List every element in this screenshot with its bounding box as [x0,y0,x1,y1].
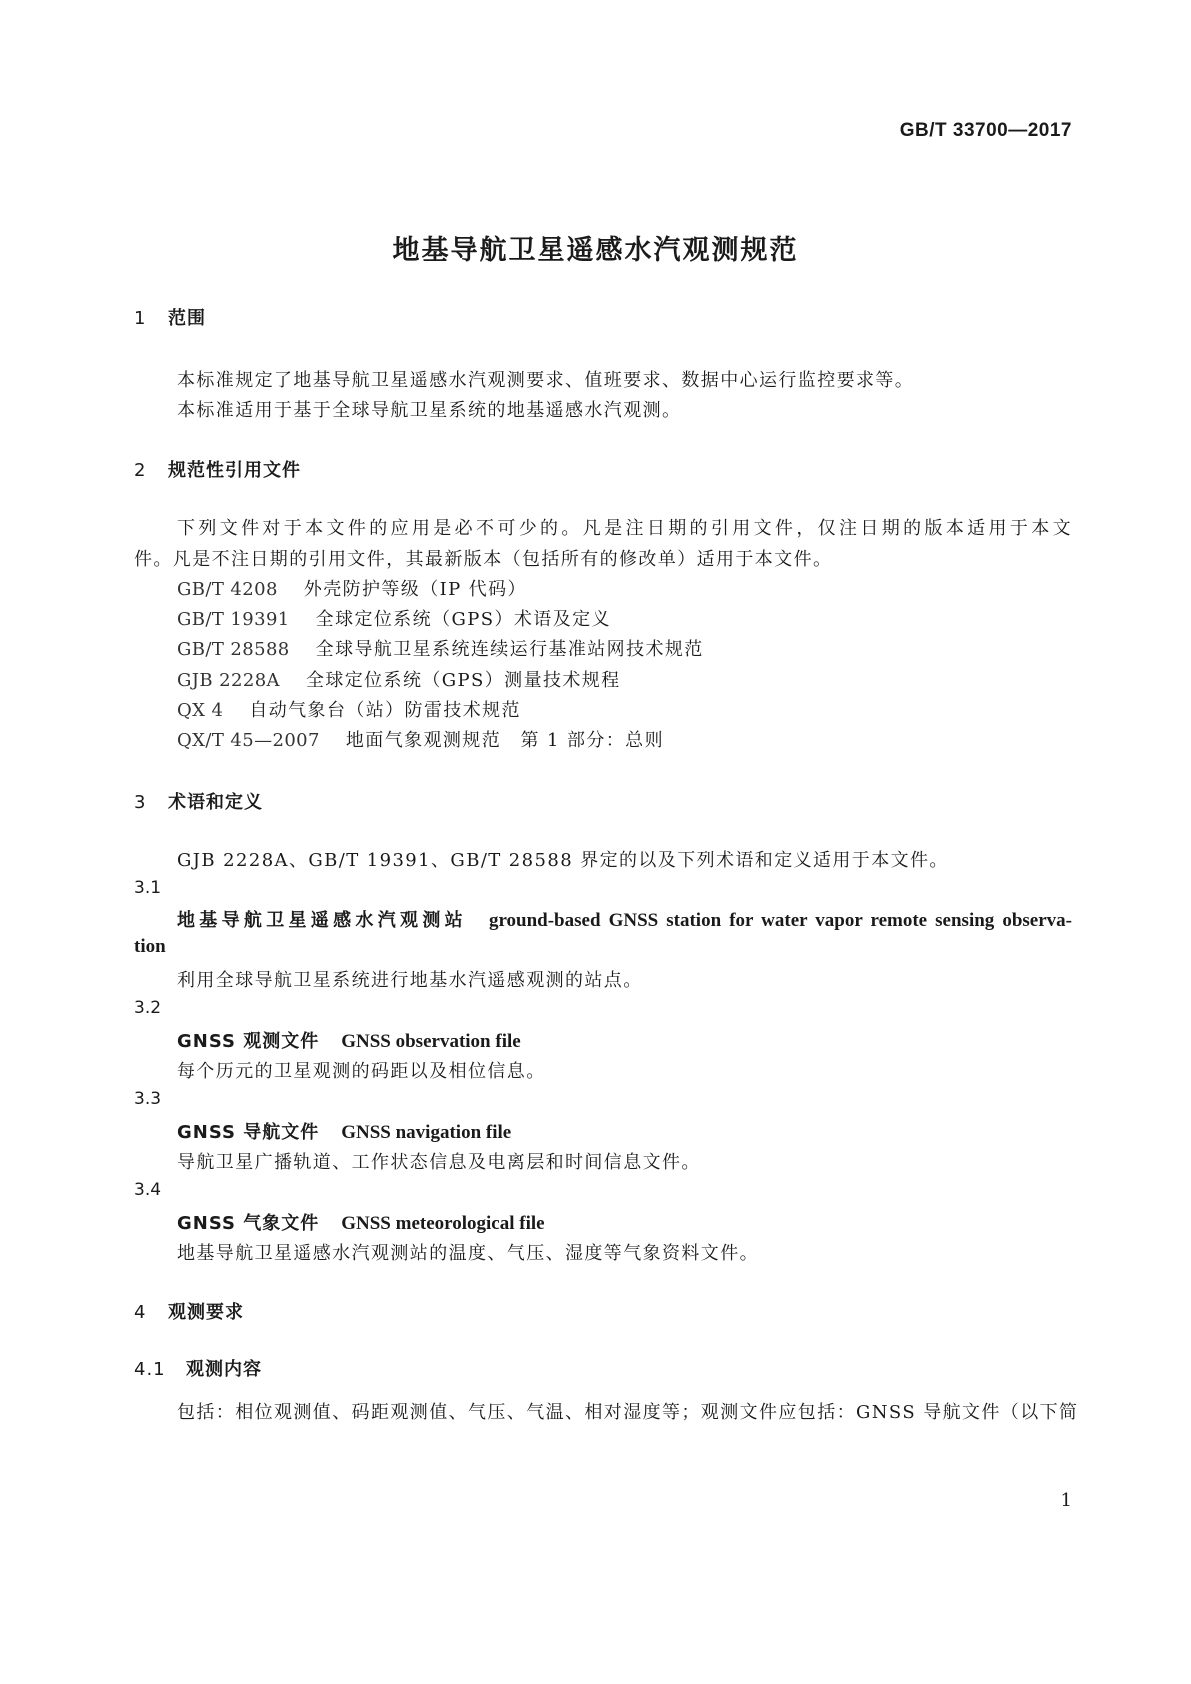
page-number: 1 [1060,1490,1072,1511]
reference-code: GB/T 19391 [177,609,290,630]
section-4-1-heading [134,1355,262,1381]
section-4-1-paragraph: 包括：相位观测值、码距观测值、气压、气温、相对湿度等；观测文件应包括：GNSS 导航文件（以下简 [177,1402,1079,1423]
term-heading [177,1209,545,1235]
term-english: GNSS observation file [341,1031,521,1052]
term-heading [177,906,1072,932]
term-english-continued: tion [134,936,166,957]
standard-code: GB/T 33700—2017 [899,120,1072,141]
normative-reference [177,666,621,692]
section-title: 术语和定义 [168,792,263,813]
term-chinese: GNSS 气象文件 [177,1213,320,1234]
section-number: 4 [134,1302,147,1323]
subsection-title: 观测内容 [186,1359,262,1380]
term-chinese: GNSS 导航文件 [177,1122,320,1143]
normative-reference [177,696,521,722]
term-definition: 每个历元的卫星观测的码距以及相位信息。 [177,1061,546,1082]
term-english: GNSS navigation file [341,1122,512,1143]
section-3-heading [134,788,263,814]
subsection-number: 4.1 [134,1359,166,1380]
term-number: 3.3 [134,1089,162,1109]
document-title: 地基导航卫星遥感水汽观测规范 [392,235,799,266]
section-3-intro: GJB 2228A、GB/T 19391、GB/T 28588 界定的以及下列术语和定义适用于本文件。 [177,850,949,871]
reference-title: 全球定位系统（GPS）测量技术规程 [305,670,621,691]
term-number: 3.2 [134,998,162,1018]
section-number: 3 [134,792,147,813]
term-english: GNSS meteorological file [341,1213,545,1234]
section-1-paragraph-1: 本标准规定了地基导航卫星遥感水汽观测要求、值班要求、数据中心运行监控要求等。 [177,370,915,391]
section-4-heading [134,1298,244,1324]
reference-title: 全球导航卫星系统连续运行基准站网技术规范 [315,639,704,660]
section-2-intro-line-1: 下列文件对于本文件的应用是必不可少的。凡是注日期的引用文件，仅注日期的版本适用于本文 [177,518,1072,539]
term-english: ground-based GNSS station for water vapor remote sensing observa- [488,910,1073,931]
term-definition: 导航卫星广播轨道、工作状态信息及电离层和时间信息文件。 [177,1152,701,1173]
term-number: 3.4 [134,1180,162,1200]
term-chinese: 地基导航卫星遥感水汽观测站 [177,910,467,931]
section-1-heading [134,304,206,330]
section-number: 1 [134,308,147,329]
reference-title: 自动气象台（站）防雷技术规范 [249,700,521,721]
term-chinese: GNSS 观测文件 [177,1031,320,1052]
section-title: 规范性引用文件 [168,460,301,481]
reference-title: 全球定位系统（GPS）术语及定义 [315,609,611,630]
normative-reference [177,635,704,661]
reference-code: GB/T 28588 [177,639,290,660]
term-number: 3.1 [134,878,162,898]
reference-code: QX 4 [177,700,224,721]
term-heading [177,1118,511,1144]
section-title: 观测要求 [168,1302,244,1323]
reference-code: GB/T 4208 [177,579,278,600]
term-definition: 地基导航卫星遥感水汽观测站的温度、气压、湿度等气象资料文件。 [177,1243,759,1264]
section-2-intro-line-2: 件。凡是不注日期的引用文件，其最新版本（包括所有的修改单）适用于本文件。 [134,549,833,570]
term-heading [177,1027,521,1053]
reference-title: 外壳防护等级（IP 代码） [303,579,527,600]
section-1-paragraph-2: 本标准适用于基于全球导航卫星系统的地基遥感水汽观测。 [177,400,682,421]
normative-reference [177,726,664,752]
term-definition: 利用全球导航卫星系统进行地基水汽遥感观测的站点。 [177,970,643,991]
reference-code: GJB 2228A [177,670,280,691]
normative-reference [177,575,527,601]
reference-title: 地面气象观测规范 第 1 部分：总则 [345,730,664,751]
reference-code: QX/T 45—2007 [177,730,320,751]
section-2-heading [134,456,301,482]
normative-reference [177,605,611,631]
section-title: 范围 [168,308,206,329]
section-number: 2 [134,460,147,481]
